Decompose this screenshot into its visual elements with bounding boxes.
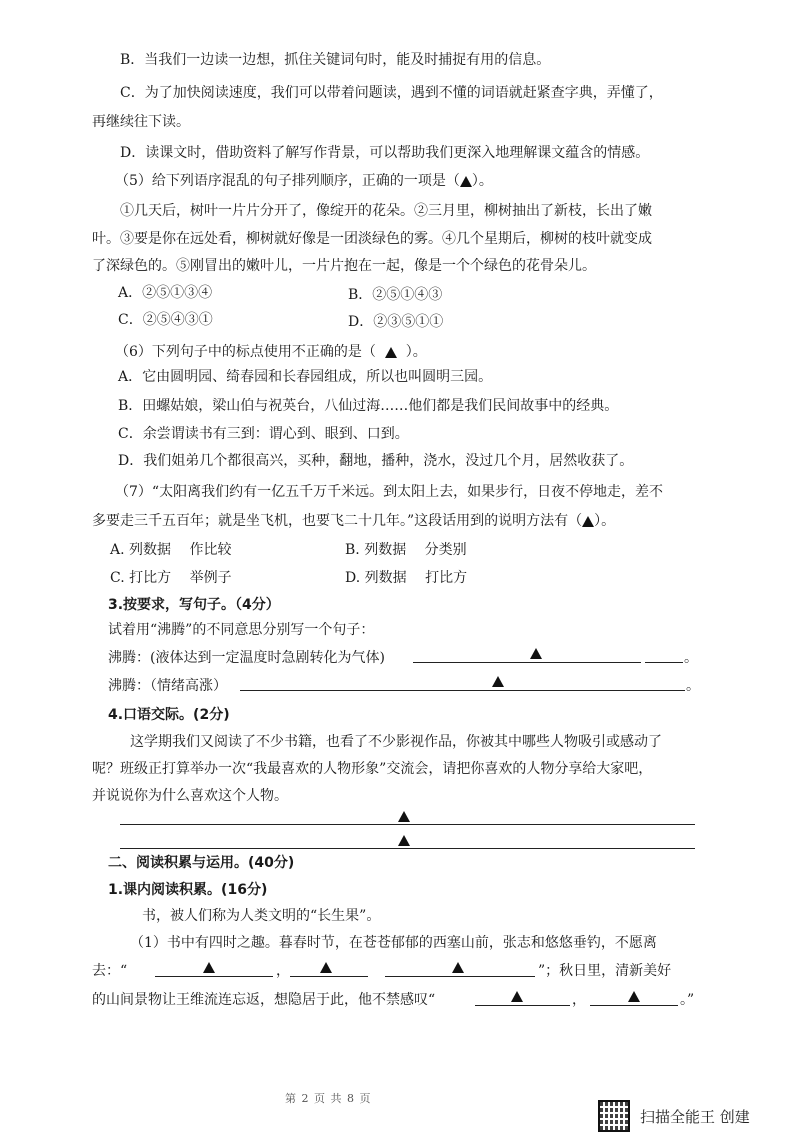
section3-item1-end: 。 [684,650,698,666]
q6-option-b: B．田螺姑娘，梁山伯与祝英台，八仙过海……他们都是我们民间故事中的经典。 [118,398,619,414]
answer-triangle-icon [398,835,410,846]
q7-option-d: D. 列数据 打比方 [345,570,468,586]
q7-line2 [92,511,615,531]
q5-option-d: D．②③⑤①① [348,314,444,330]
q7-line1: （7）“太阳离我们约有一亿五千万千米远。到太阳上去，如果步行，日夜不停地走，差不 [115,484,664,500]
q6-option-a: A．它由圆明园、绮春园和长春园组成，所以也叫圆明三园。 [118,369,493,385]
poem-blank-2[interactable] [290,976,368,977]
part2-q1-line2-end: ”；秋日里，清新美好 [538,963,672,979]
q4-option-c-line2: 再继续往下读。 [92,114,190,130]
q5-passage-line1: ①几天后，树叶一片片分开了，像绽开的花朵。②三月里，柳树抽出了新枝，长出了嫩 [120,203,652,219]
q5-stem-end: ）。 [471,173,493,189]
q5-passage-line2: 叶。③要是你在远处看，柳树就好像是一团淡绿色的雾。④几个星期后，柳树的枝叶就变成 [92,231,652,247]
section3-instruction: 试着用“沸腾”的不同意思分别写一个句子： [108,622,375,638]
q5-option-c: C．②⑤④③① [118,312,213,328]
q6-stem-end: ）。 [405,344,427,360]
q5-stem-text: （5）给下列语序混乱的句子排列顺序，正确的一项是（ [115,173,460,189]
section3-item1-label: 沸腾：(液体达到一定温度时急剧转化为气体) [108,650,385,666]
part2-q1-line2-comma: ， [276,963,290,979]
qr-code-icon [598,1100,630,1132]
poem-blank-1[interactable] [155,976,273,977]
q4-option-c-line1: C．为了加快阅读速度，我们可以带着问题读，遇到不懂的词语就赶紧查字典，弄懂了， [120,85,663,101]
answer-triangle-icon [628,991,640,1002]
answer-triangle-icon [320,962,332,973]
section3-item2-label: 沸腾：（情绪高涨） [108,678,227,694]
q7-option-b: B. 列数据 分类别 [345,542,467,558]
answer-triangle-icon [385,347,397,358]
answer-triangle-icon [530,648,542,659]
section3-item2-blank[interactable] [240,690,685,691]
poem-blank-5[interactable] [590,1005,678,1006]
q7-option-c: C. 打比方 举例子 [110,570,232,586]
part2-q1-line3-start: 的山间景物让王维流连忘返，想隐居于此，他不禁感叹“ [92,992,436,1008]
section4-heading: 4.口语交际。(2分) [108,707,230,723]
scanner-watermark: 扫描全能王 创建 [640,1108,750,1126]
part2-sub1-heading: 1.课内阅读积累。(16分) [108,882,268,898]
section3-item1-blank-b[interactable] [645,662,683,663]
section4-line1: 这学期我们又阅读了不少书籍，也看了不少影视作品，你被其中哪些人物吸引或感动了 [130,734,662,750]
part2-q1-line2-start: 去：“ [92,963,128,979]
section3-item2-end: 。 [686,678,700,694]
q4-option-d: D．读课文时，借助资料了解写作背景，可以帮助我们更深入地理解课文蕴含的情感。 [120,145,650,161]
part2-heading: 二、阅读积累与运用。(40分) [108,855,295,871]
q7-line2-end: ）。 [594,513,616,529]
q7-option-a: A. 列数据 作比较 [110,542,232,558]
answer-triangle-icon [398,811,410,822]
q6-option-d: D．我们姐弟几个都很高兴，买种，翻地，播种，浇水，没过几个月，居然收获了。 [118,453,634,469]
q5-option-a: A．②⑤①③④ [118,285,213,301]
answer-line-2[interactable] [120,848,695,849]
answer-triangle-icon [511,991,523,1002]
poem-blank-4[interactable] [475,1005,570,1006]
answer-triangle-icon [203,962,215,973]
q5-passage-line3: 了深绿色的。⑤刚冒出的嫩叶儿，一片片抱在一起，像是一个个绿色的花骨朵儿。 [92,258,596,274]
section4-line3: 并说说你为什么喜欢这个人物。 [92,788,288,804]
section3-heading: 3.按要求，写句子。（4分） [108,597,280,613]
q5-stem [115,171,493,191]
q7-line2-text: 多要走三千五百年；就是坐飞机，也要飞二十几年。”这段话用到的说明方法有（ [92,513,583,529]
answer-triangle-icon [460,176,472,187]
answer-triangle-icon [492,676,504,687]
part2-q1-line3-comma: ， [572,992,586,1008]
part2-q1-line3-end: 。” [680,992,695,1008]
answer-line-1[interactable] [120,824,695,825]
section4-line2: 呢？班级正打算举办一次“我最喜欢的人物形象”交流会，请把你喜欢的人物分享给大家吧， [92,761,653,777]
section3-item1-blank-a[interactable] [413,662,641,663]
q6-option-c: C．余尝谓读书有三到：谓心到、眼到、口到。 [118,426,409,442]
page-number: 第 2 页 共 8 页 [285,1092,372,1105]
answer-triangle-icon [452,962,464,973]
poem-blank-3[interactable] [385,976,535,977]
q5-option-b: B．②⑤①④③ [348,287,443,303]
q6-stem [115,342,427,362]
part2-intro: 书，被人们称为人类文明的“长生果”。 [142,908,381,924]
part2-q1-line1: （1）书中有四时之趣。暮春时节，在苍苍郁郁的西塞山前，张志和悠悠垂钓，不愿离 [130,935,657,951]
q4-option-b: B．当我们一边读一边想，抓住关键词句时，能及时捕捉有用的信息。 [120,52,551,68]
answer-triangle-icon [582,516,594,527]
q6-stem-text: （6）下列句子中的标点使用不正确的是（ [115,344,376,360]
